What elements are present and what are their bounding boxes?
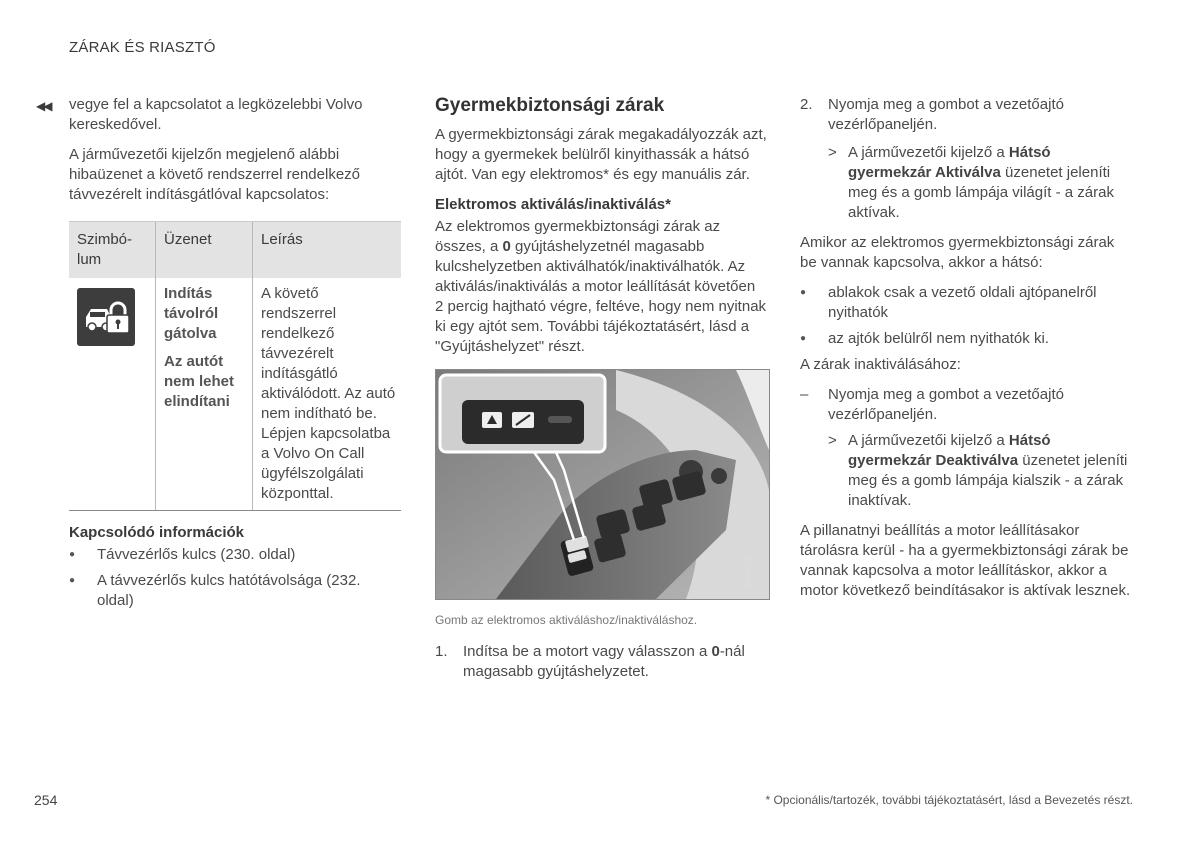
result2-message: Hátsó gyermekzár Deaktiválva: [848, 432, 1051, 469]
electric-text-after: gyújtáshelyzetnél magasabb kulcshelyzetben aktiválhatók/inaktiválhatók. Az aktiválás/inaktiválás a motor leállítását követően 2 percig hajtható végre, feltéve, hogy nem nyitnak ki egy ajtót sem. További tájékoztatásért, lásd a "Gyújtáshelyzet" részt.: [435, 238, 767, 355]
table-header-row: [69, 222, 401, 279]
table-row: [69, 278, 401, 511]
page-header: ZÁRAK ÉS RIASZTÓ: [69, 39, 216, 56]
paragraph-error-intro: A járművezetői kijelzőn megjelenő alábbi hibaüzenet a követő rendszerrel rendelkező távvezérelt indításgátlóval kapcsolatos:: [69, 146, 361, 203]
effect-windows: ● ablakok csak a vezető oldali ajtópanelről nyithatók: [800, 283, 1135, 323]
column-left: [36, 95, 401, 617]
car-lock-icon: [77, 288, 135, 346]
result1-text-after: üzenetet jeleníti meg és a gomb lámpája világít - a zárak aktívak.: [848, 164, 1114, 221]
step1-text-after: -nál magasabb gyújtáshelyzetet.: [463, 643, 745, 680]
step-number-2: 2.: [800, 96, 813, 113]
related-heading: Kapcsolódó információk: [69, 524, 245, 541]
subheading-electric: Elektromos aktiválás/inaktiválás*: [435, 196, 671, 213]
active-effects-list: [800, 283, 1135, 349]
section-title: Gyermekbiztonsági zárak: [435, 95, 665, 116]
door-panel-figure: [435, 369, 770, 600]
step-item-1: [435, 642, 767, 682]
paragraph-when-active: Amikor az elektromos gyermekbiztonsági zárak be vannak kapcsolva, akkor a hátsó:: [800, 234, 1115, 271]
dash-mark: –: [800, 386, 809, 403]
deactivate-heading: A zárak inaktiválásához:: [800, 356, 961, 373]
steps-list-continued: [800, 95, 1135, 135]
page-number: 254: [34, 792, 58, 808]
result-arrow-icon: >: [828, 432, 837, 449]
table-header-description: Leírás: [253, 222, 402, 279]
step2-text: Nyomja meg a gombot a vezetőajtó vezérlőpaneljén.: [828, 96, 1064, 133]
result1-message: Hátsó gyermekzár Aktiválva: [848, 144, 1051, 181]
result-arrow-icon: >: [828, 144, 837, 161]
symbol-table: [69, 221, 401, 511]
effect-doors: ● az ajtók belülről nem nyithatók ki.: [800, 329, 1135, 349]
step1-ignition-zero: 0: [711, 643, 720, 660]
step1-text-before: Indítsa be a motort vagy válasszon a: [463, 643, 712, 660]
figure-caption: Gomb az elektromos aktiváláshoz/inaktiváláshoz.: [435, 613, 698, 627]
related-link-key-range[interactable]: ● A távvezérlős kulcs hatótávolsága (232. oldal): [69, 571, 401, 611]
table-cell-symbol: [69, 278, 156, 511]
step-number-1: 1.: [435, 643, 448, 660]
result2-text-before: A járművezetői kijelző a: [848, 432, 1009, 449]
result-activated: [800, 143, 1135, 223]
message-cannot-start: Az autót nem lehet elindítani: [164, 353, 235, 410]
step-item-2: [800, 95, 1135, 135]
footnote: * Opcionális/tartozék, további tájékoztatásért, lásd a Bevezetés részt.: [765, 793, 1133, 807]
table-header-message: Üzenet: [156, 222, 253, 279]
column-right: [800, 95, 1135, 611]
steps-list: [435, 642, 767, 682]
paragraph-electric: [435, 217, 767, 357]
paragraph-dealer: vegye fel a kapcsolatot a legközelebbi Volvo kereskedővel.: [69, 96, 363, 133]
table-cell-description: A követő rendszerrel rendelkező távvezérelt indításgátló aktiválódott. Az autó nem indítható be. Lépjen kapcsolatba a Volvo On Call ügyfélszolgálati központtal.: [253, 278, 402, 511]
table-cell-message: [156, 278, 253, 511]
electric-ignition-zero: 0: [502, 238, 511, 255]
result2-text-after: üzenetet jeleníti meg és a gomb lámpája kialszik - a zárak inaktívak.: [848, 452, 1128, 509]
related-link-key[interactable]: ● Távvezérlős kulcs (230. oldal): [69, 545, 401, 565]
deactivate-step: [800, 385, 1135, 425]
table-header-symbol: Szimbó-lum: [69, 222, 156, 279]
related-list: [69, 545, 401, 611]
figure-code: G063514: [744, 556, 753, 589]
paragraph-stored-setting: A pillanatnyi beállítás a motor leállításakor tárolásra kerül - ha a gyermekbiztonsági zárak be vannak kapcsolva a motor leállításkor, akkor a motor következő beindításakor is aktívak lesznek.: [800, 522, 1131, 599]
deactivate-step-text: Nyomja meg a gombot a vezetőajtó vezérlőpaneljén.: [828, 386, 1064, 423]
result1-text-before: A járművezetői kijelző a: [848, 144, 1009, 161]
message-remote-blocked: Indítás távolról gátolva: [164, 285, 219, 342]
paragraph-intro: A gyermekbiztonsági zárak megakadályozzák azt, hogy a gyermekek belülről kinyithassák a hátsó ajtót. Van egy elektromos* és egy manuális zár.: [435, 126, 767, 183]
electric-text-before: Az elektromos gyermekbiztonsági zárak az összes, a: [435, 218, 721, 255]
result-deactivated: [800, 431, 1135, 511]
continuation-icon: ◀◀: [36, 99, 51, 113]
column-middle: [435, 95, 767, 690]
